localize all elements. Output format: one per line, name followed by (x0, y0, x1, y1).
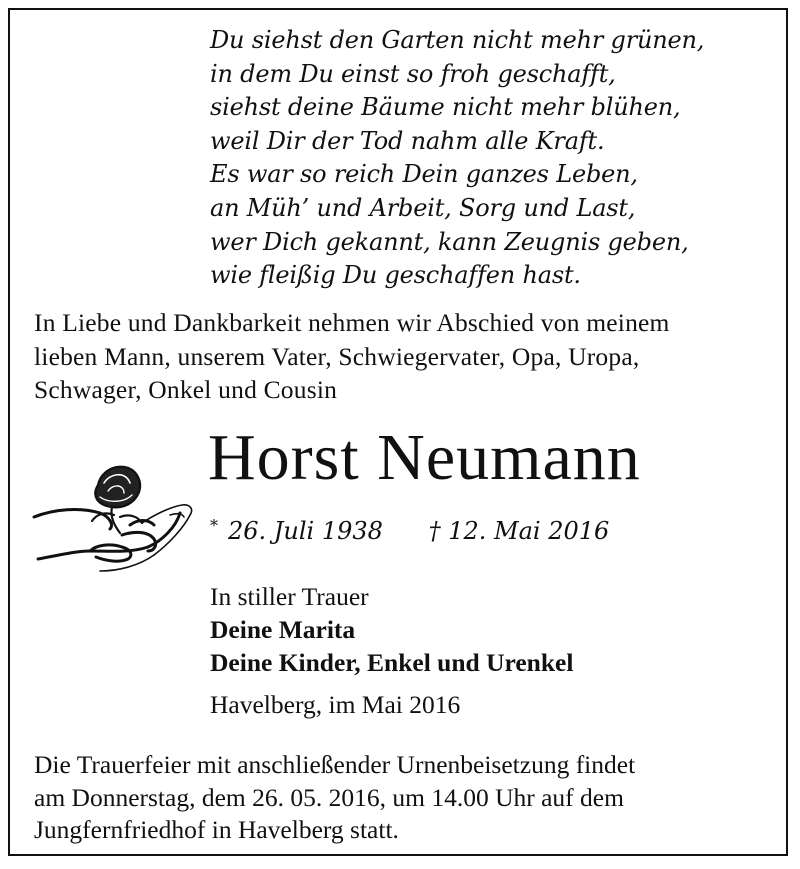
place-and-date: Havelberg, im Mai 2016 (210, 690, 461, 719)
life-dates (210, 510, 609, 547)
mourner-line: Deine Marita (210, 615, 356, 644)
death-date: 12. Mai 2016 (448, 517, 610, 545)
poem-line: Es war so reich Dein ganzes Leben, (210, 160, 638, 189)
deceased-name: Horst Neumann (208, 421, 641, 494)
farewell-line: In Liebe und Dankbarkeit nehmen wir Abschied von meinem (34, 308, 670, 337)
farewell-line: lieben Mann, unserem Vater, Schwiegervater, Opa, Uropa, (34, 341, 640, 371)
farewell-line: Schwager, Onkel und Cousin (34, 375, 338, 404)
mourner-line: Deine Kinder, Enkel und Urenkel (210, 648, 574, 677)
poem-line: in dem Du einst so froh geschafft, (210, 59, 616, 88)
poem-line: an Müh’ und Arbeit, Sorg und Last, (210, 193, 636, 222)
poem-line: weil Dir der Tod nahm alle Kraft. (210, 126, 605, 155)
death-symbol: † (428, 517, 441, 545)
birth-symbol: * (210, 516, 218, 535)
mourners (210, 580, 573, 679)
poem-line: Du siehst den Garten nicht mehr grünen, (210, 26, 705, 54)
farewell-text (34, 306, 779, 407)
service-line: am Donnerstag, dem 26. 05. 2016, um 14.00 Uhr auf dem (34, 782, 624, 812)
birth-date: 26. Juli 1938 (228, 517, 383, 545)
poem-line: wer Dich gekannt, kann Zeugnis geben, (210, 227, 689, 256)
poem-line: wie fleißig Du geschaffen hast. (210, 261, 581, 290)
rose-in-hands-icon (30, 455, 200, 580)
service-line: Die Trauerfeier mit anschließender Urnenbeisetzung findet (34, 750, 636, 779)
funeral-service-info (34, 749, 774, 847)
poem-line: siehst deine Bäume nicht mehr blühen, (210, 93, 681, 122)
mourning-heading: In stiller Trauer (210, 582, 369, 611)
service-line: Jungfernfriedhof in Havelberg statt. (34, 815, 399, 844)
poem (210, 24, 704, 293)
